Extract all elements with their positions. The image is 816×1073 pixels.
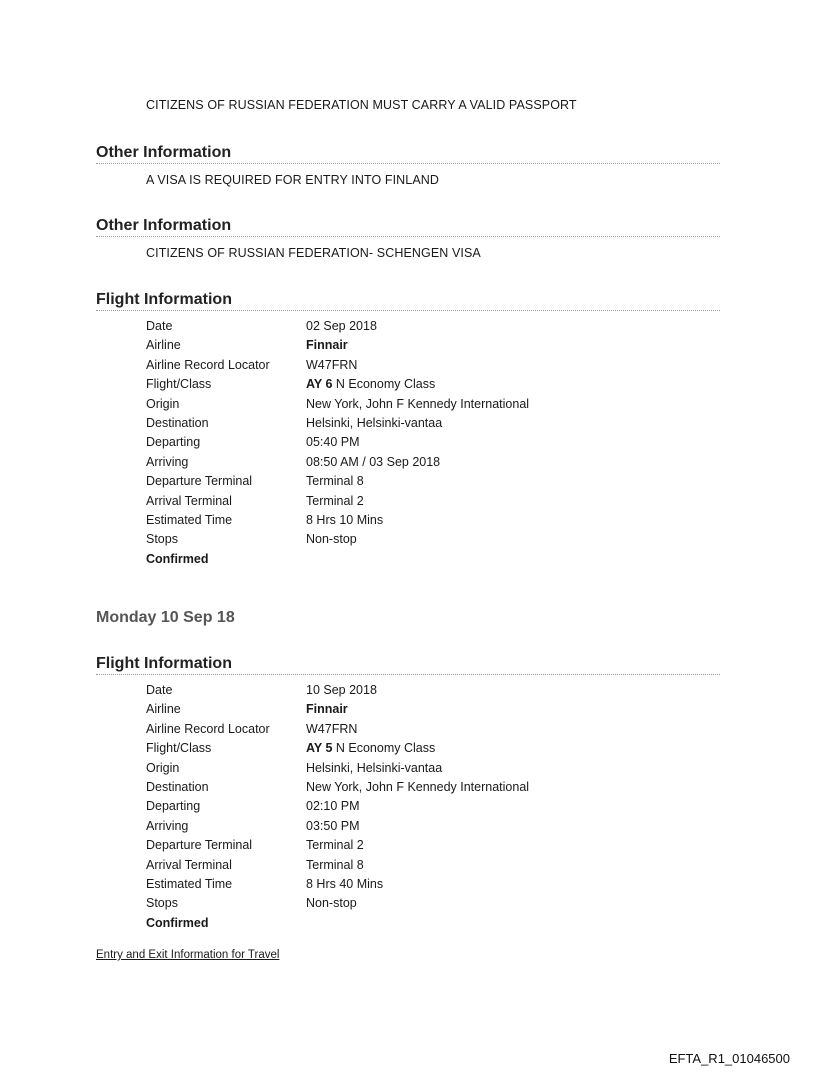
- destination-value: New York, John F Kennedy International: [306, 779, 530, 794]
- travel-class: N Economy Class: [332, 741, 436, 756]
- record-locator-row: [146, 356, 720, 375]
- airline-label: Airline: [146, 338, 181, 353]
- stops-row: [146, 894, 720, 913]
- arrival-terminal-label: Arrival Terminal: [146, 857, 232, 872]
- airline-value: Finnair: [306, 702, 348, 717]
- record-locator-label: Airline Record Locator: [146, 357, 270, 372]
- departure-terminal-label: Departure Terminal: [146, 838, 253, 853]
- stops-value: Non-stop: [306, 896, 357, 911]
- departure-terminal-label: Departure Terminal: [146, 474, 253, 489]
- departing-row: [146, 433, 720, 452]
- origin-row: [146, 759, 720, 778]
- airline-row: [146, 700, 720, 719]
- estimated-time-label: Estimated Time: [146, 512, 233, 527]
- departure-terminal-row: [146, 472, 720, 491]
- arriving-value: 03:50 PM: [306, 818, 360, 833]
- destination-row: [146, 414, 720, 433]
- origin-label: Origin: [146, 396, 180, 411]
- arriving-row: [146, 817, 720, 836]
- passport-notice: CITIZENS OF RUSSIAN FEDERATION MUST CARRY A VALID PASSPORT: [146, 98, 577, 112]
- date-label: Date: [146, 683, 173, 697]
- flight-details-1: [146, 317, 720, 569]
- departing-label: Departing: [146, 435, 201, 450]
- flight-class-label: Flight/Class: [146, 377, 212, 392]
- arriving-label: Arriving: [146, 454, 189, 469]
- travel-class: N Economy Class: [332, 377, 436, 392]
- arriving-value: 08:50 AM / 03 Sep 2018: [306, 454, 441, 469]
- flight-class-row: [146, 375, 720, 394]
- destination-value: Helsinki, Helsinki-vantaa: [306, 415, 443, 430]
- origin-value: Helsinki, Helsinki-vantaa: [306, 760, 443, 775]
- estimated-time-row: [146, 511, 720, 530]
- date-value: 02 Sep 2018: [306, 319, 377, 333]
- date-row: [146, 681, 720, 700]
- booking-status: Confirmed: [146, 551, 209, 566]
- document-id: EFTA_R1_01046500: [668, 1051, 790, 1066]
- airline-label: Airline: [146, 702, 181, 717]
- flight-class-label: Flight/Class: [146, 741, 212, 756]
- estimated-time-label: Estimated Time: [146, 876, 233, 891]
- schengen-visa-notice: CITIZENS OF RUSSIAN FEDERATION- SCHENGEN VISA: [146, 246, 481, 260]
- departing-label: Departing: [146, 799, 201, 814]
- record-locator-row: [146, 720, 720, 739]
- origin-row: [146, 395, 720, 414]
- date-value: 10 Sep 2018: [306, 683, 377, 697]
- departure-terminal-value: Terminal 2: [306, 838, 364, 853]
- origin-label: Origin: [146, 760, 180, 775]
- flight-class-row: [146, 739, 720, 758]
- date-label: Date: [146, 319, 173, 333]
- arriving-label: Arriving: [146, 818, 189, 833]
- destination-row: [146, 778, 720, 797]
- departing-row: [146, 797, 720, 816]
- flight-number: AY 5: [306, 741, 333, 756]
- arrival-terminal-value: Terminal 8: [306, 857, 364, 872]
- origin-value: New York, John F Kennedy International: [306, 396, 530, 411]
- record-locator-value: W47FRN: [306, 357, 358, 372]
- arrival-terminal-value: Terminal 2: [306, 493, 364, 508]
- arrival-terminal-row: [146, 856, 720, 875]
- flight-number: AY 6: [306, 377, 333, 392]
- flight-details-2: [146, 681, 720, 933]
- stops-label: Stops: [146, 532, 178, 547]
- destination-label: Destination: [146, 415, 209, 430]
- flight-info-heading-1: Flight Information: [96, 290, 720, 311]
- stops-label: Stops: [146, 896, 178, 911]
- departing-value: 02:10 PM: [306, 799, 360, 814]
- arriving-row: [146, 453, 720, 472]
- arrival-terminal-label: Arrival Terminal: [146, 493, 232, 508]
- estimated-time-value: 8 Hrs 10 Mins: [306, 512, 384, 527]
- departing-value: 05:40 PM: [306, 435, 360, 450]
- airline-value: Finnair: [306, 338, 348, 353]
- stops-value: Non-stop: [306, 532, 357, 547]
- day-heading: Monday 10 Sep 18: [96, 609, 235, 626]
- other-info-heading-1: Other Information: [96, 143, 720, 164]
- visa-requirement-notice: A VISA IS REQUIRED FOR ENTRY INTO FINLAND: [146, 173, 440, 187]
- flight-class-value: [306, 375, 720, 394]
- entry-exit-info-link[interactable]: Entry and Exit Information for Travel: [96, 949, 280, 961]
- booking-status: Confirmed: [146, 915, 209, 930]
- departure-terminal-value: Terminal 8: [306, 474, 364, 489]
- arrival-terminal-row: [146, 492, 720, 511]
- record-locator-value: W47FRN: [306, 721, 358, 736]
- record-locator-label: Airline Record Locator: [146, 721, 270, 736]
- estimated-time-row: [146, 875, 720, 894]
- other-info-heading-2: Other Information: [96, 216, 720, 237]
- stops-row: [146, 530, 720, 549]
- flight-info-heading-2: Flight Information: [96, 654, 720, 675]
- destination-label: Destination: [146, 779, 209, 794]
- airline-row: [146, 336, 720, 355]
- flight-class-value: [306, 739, 720, 758]
- estimated-time-value: 8 Hrs 40 Mins: [306, 876, 384, 891]
- date-row: [146, 317, 720, 336]
- departure-terminal-row: [146, 836, 720, 855]
